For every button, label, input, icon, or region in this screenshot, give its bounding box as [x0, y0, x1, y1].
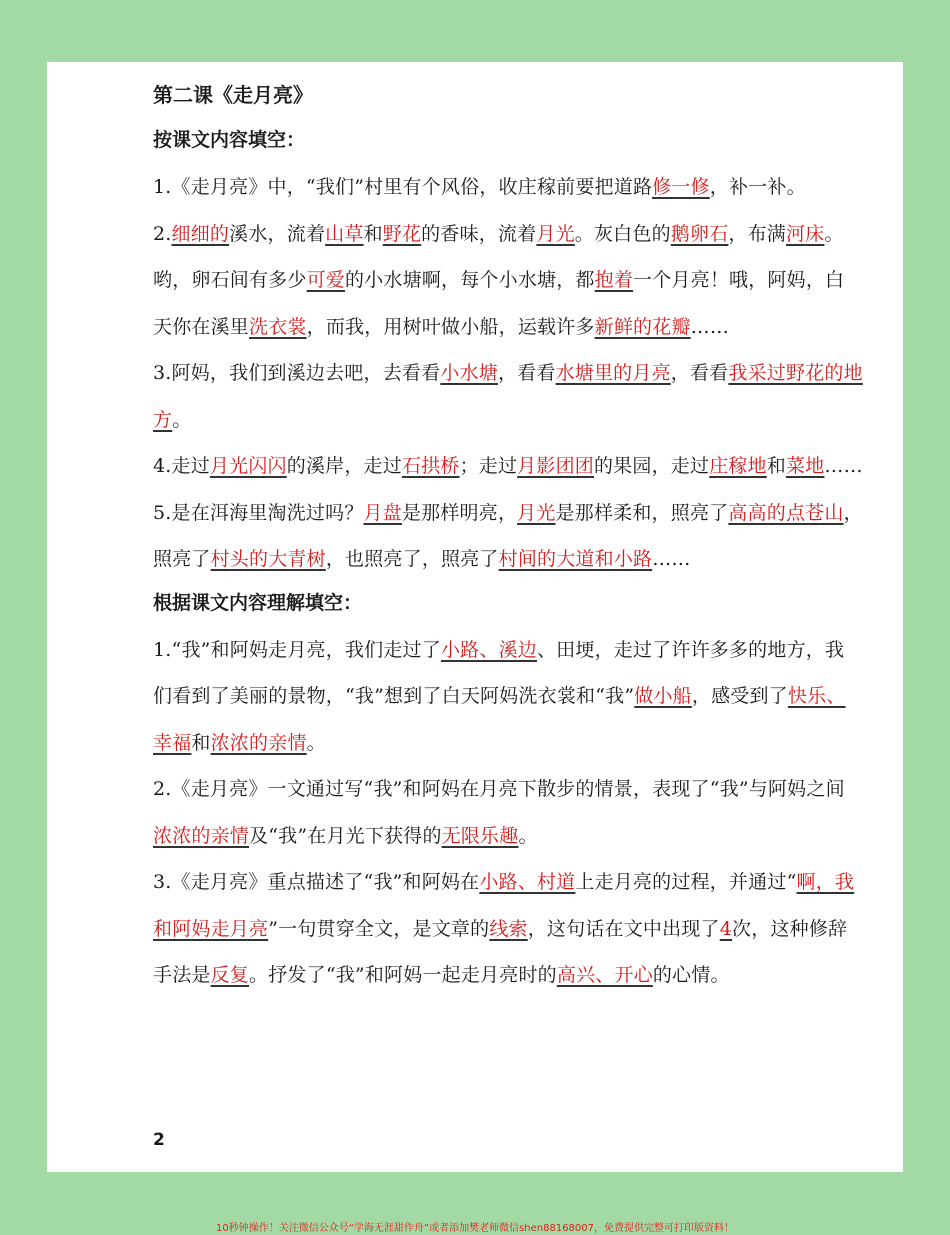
- answer-blank: 浓浓的亲情: [210, 731, 307, 754]
- answer-blank: 无限乐趣: [441, 824, 519, 847]
- answer-blank: 我采过野花的地方: [153, 362, 863, 431]
- footer-note: 10秒钟操作！关注微信公众号“学海无涯甜作舟”或者添加樊老师微信shen88168007，免费提供完整可打印版资料！: [215, 1223, 735, 1234]
- question-text: ，看看: [670, 362, 729, 384]
- answer-blank: 新鲜的花瓣: [594, 315, 691, 338]
- page-number: 2: [153, 1130, 165, 1150]
- question-text: ，照亮了: [153, 501, 863, 570]
- answer-blank: 快乐、幸福: [153, 685, 846, 754]
- answer-blank: 细细的: [171, 222, 230, 245]
- question-text: ，感受到了: [691, 685, 788, 707]
- answer-blank: 可爱: [306, 269, 346, 291]
- question-text: 次，这种修辞手法是: [153, 917, 848, 986]
- answer-blank: 村头的大青树: [210, 548, 326, 570]
- question-text: ，补一补。: [709, 176, 806, 198]
- question-text: ，也照亮了，照亮了: [325, 548, 499, 570]
- answer-blank: 月影团团: [517, 455, 594, 477]
- answer-blank: 水塘里的月亮: [555, 362, 671, 384]
- question-text: 。抒发了“我”和阿妈一起走月亮时的: [249, 964, 557, 986]
- question-text: 上走月亮的过程，并通过“: [575, 871, 797, 893]
- answer-blank: 月光闪闪: [209, 455, 287, 477]
- answer-blank: 线索: [489, 917, 528, 940]
- answer-blank: 修一修: [652, 176, 710, 198]
- answer-blank: 洗衣裳: [249, 315, 307, 338]
- answer-blank: 月光: [517, 501, 556, 524]
- answer-blank: 4: [719, 917, 733, 940]
- question-text: ……: [690, 315, 730, 338]
- question-text: 、田埂，走过了许许多多的地方，我们看到了美丽的景物，“我”想到了白天阿妈洗衣裳和“我”: [153, 638, 845, 707]
- question-text: ”一句贯穿全文，是文章的: [268, 917, 490, 940]
- answer-blank: 做小船: [634, 685, 692, 707]
- worksheet-page: [47, 62, 903, 1172]
- question-text: 4.走过: [153, 455, 210, 477]
- answer-blank: 小路、溪边: [440, 638, 537, 661]
- worksheet-content: [153, 120, 863, 999]
- question-text: ……: [652, 548, 691, 570]
- answer-blank: 反复: [210, 964, 250, 986]
- answer-blank: 山草: [325, 222, 364, 245]
- question-item: [153, 164, 863, 211]
- answer-blank: 高兴、开心: [556, 964, 653, 986]
- answer-blank: 菜地: [786, 455, 825, 477]
- question-text: 。灰白色的: [574, 222, 671, 245]
- answer-blank: 小路、村道: [479, 871, 576, 893]
- question-text: 和: [191, 731, 211, 754]
- question-text: 1.“我”和阿妈走月亮，我们走过了: [153, 638, 441, 661]
- question-item: [153, 443, 863, 490]
- question-text: ，而我，用树叶做小船，运载许多: [306, 315, 595, 338]
- answer-blank: 啊，我和阿妈走月亮: [153, 871, 855, 940]
- question-text: 。: [518, 824, 538, 847]
- question-text: 是那样柔和，照亮了: [555, 501, 729, 524]
- question-item: [153, 627, 863, 767]
- answer-blank: 浓浓的亲情: [153, 824, 250, 847]
- question-item: [153, 766, 863, 859]
- question-text: ……: [824, 455, 863, 477]
- answer-blank: 月光: [536, 222, 575, 245]
- question-item: [153, 490, 863, 583]
- question-text: 2.《走月亮》一文通过写“我”和阿妈在月亮下散步的情景，表现了“我”与阿妈之间: [153, 778, 845, 800]
- answer-blank: 小水塘: [440, 362, 498, 384]
- question-item: [153, 859, 863, 999]
- question-text: 1.《走月亮》中，“我们”村里有个风俗，收庄稼前要把道路: [153, 176, 653, 198]
- question-text: ；走过: [459, 455, 518, 477]
- answer-blank: 石拱桥: [401, 455, 460, 477]
- question-text: 的果园，走过: [593, 455, 710, 477]
- question-text: 3.《走月亮》重点描述了“我”和阿妈在: [153, 871, 480, 893]
- question-item: [153, 211, 863, 351]
- question-text: 和: [363, 222, 383, 245]
- question-text: 一个月亮！哦，阿妈，白天你在溪里: [153, 269, 845, 338]
- question-text: ，这句话在文中出现了: [527, 917, 720, 940]
- question-text: 。哟，卵石间有多少: [153, 222, 844, 291]
- question-text: 2.: [153, 222, 172, 245]
- page-title: 第二课《走月亮》: [153, 83, 313, 107]
- question-text: 的溪岸，走过: [286, 455, 402, 477]
- question-item: [153, 350, 863, 443]
- question-text: 是那样明亮，: [401, 501, 518, 524]
- answer-blank: 月盘: [363, 501, 402, 524]
- question-text: ，看看: [497, 362, 556, 384]
- question-text: 。: [306, 731, 326, 754]
- question-text: 5.是在洱海里淘洗过吗？: [153, 501, 364, 524]
- question-text: 的香味，流着: [421, 222, 537, 245]
- question-text: 3.阿妈，我们到溪边去吧，去看看: [153, 362, 441, 384]
- question-text: 和: [766, 455, 786, 477]
- question-text: 溪水，流着: [229, 222, 326, 245]
- section-heading: 按课文内容填空：: [153, 129, 306, 151]
- question-text: ，布满: [728, 222, 787, 245]
- question-text: 的小水塘啊，每个小水塘，都: [345, 269, 595, 291]
- answer-blank: 庄稼地: [709, 455, 767, 477]
- answer-blank: 河床: [786, 222, 825, 245]
- answer-blank: 高高的点苍山: [728, 501, 844, 524]
- question-text: 及“我”在月光下获得的: [249, 824, 442, 847]
- answer-blank: 村间的大道和小路: [498, 548, 653, 570]
- section-heading: 根据课文内容理解填空：: [153, 591, 363, 614]
- answer-blank: 野花: [382, 222, 422, 245]
- answer-blank: 抱着: [594, 269, 634, 291]
- question-text: 的心情。: [652, 964, 730, 986]
- question-text: 。: [172, 408, 192, 431]
- answer-blank: 鹅卵石: [670, 222, 729, 245]
